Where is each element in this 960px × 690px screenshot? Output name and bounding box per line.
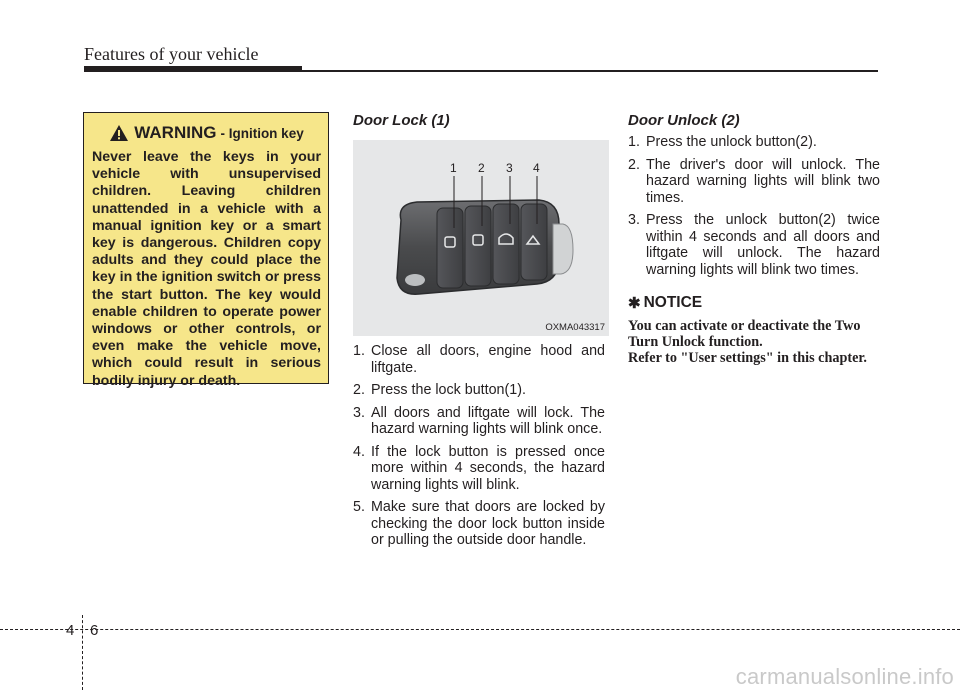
notice-text [628, 318, 880, 366]
notice-line: You can activate or deactivate the Two Turn Unlock function. [628, 318, 861, 350]
page-number: 6 [90, 622, 99, 639]
warning-heading [92, 123, 321, 143]
smart-key-illustration [353, 140, 609, 336]
step-text: The driver's door will unlock. The hazard warning lights will blink two times. [646, 156, 880, 206]
warning-subtitle: - Ignition key [220, 125, 304, 141]
warning-box [83, 112, 329, 389]
step-number: 4. [353, 443, 365, 460]
figure-code: OXMA043317 [545, 322, 605, 333]
list-item [353, 405, 605, 438]
step-number: 5. [353, 499, 365, 515]
step-number: 2. [353, 382, 365, 398]
page-header-title: Features of your vehicle [84, 44, 259, 64]
step-text: All doors and liftgate will lock. The hazard warning lights will blink once. [371, 404, 605, 437]
warning-label: WARNING [134, 123, 217, 142]
step-text: If the lock button is pressed once more within 4 seconds, the hazard warning lights will blink. [371, 443, 605, 493]
step-text: Press the unlock button(2) twice within 4 seconds and all doors and liftgate will unlock. The hazard warning lights will blink two times. [646, 212, 880, 278]
door-unlock-steps [628, 134, 880, 284]
list-item [628, 212, 880, 278]
step-number: 3. [628, 212, 640, 228]
step-number: 3. [353, 404, 365, 421]
step-number: 2. [628, 156, 640, 173]
callout-1: 1 [450, 161, 457, 175]
door-lock-title: Door Lock (1) [353, 112, 450, 129]
list-item [353, 343, 605, 376]
warning-triangle-icon [109, 124, 129, 142]
list-item [353, 382, 605, 399]
step-text: Press the lock button(1). [371, 382, 526, 398]
callout-4: 4 [533, 161, 540, 175]
notice-line: Refer to "User settings" in this chapter. [628, 350, 867, 366]
callout-3: 3 [506, 161, 513, 175]
step-number: 1. [353, 343, 365, 359]
step-number: 1. [628, 134, 640, 150]
list-item [353, 499, 605, 549]
watermark: carmanualsonline.info [735, 664, 954, 689]
door-lock-steps [353, 343, 605, 555]
notice-star-icon: ✱ [628, 295, 641, 312]
header-rule [84, 70, 878, 72]
warning-text: Never leave the keys in your vehicle with unsupervised children. Leaving children unattended in a vehicle with a manual ignition key or a smart key is dangerous. Children copy adults and they could place the key in the ignition switch or press the start button. The key would enable children to operate power windows or other controls, or even make the vehicle move, which could result in serious bodily injury or death. [92, 149, 321, 389]
smart-key-figure [353, 140, 609, 336]
chapter-number: 4 [66, 622, 75, 639]
list-item [628, 157, 880, 207]
footer-rule [0, 629, 960, 630]
callout-2: 2 [478, 161, 485, 175]
step-text: Make sure that doors are locked by checking the door lock button inside or pulling the outside door handle. [371, 499, 605, 548]
notice-heading [628, 294, 702, 312]
list-item [628, 134, 880, 151]
notice-label: NOTICE [643, 294, 703, 311]
list-item [353, 444, 605, 494]
door-unlock-title: Door Unlock (2) [628, 112, 740, 129]
footer-divider [82, 615, 83, 690]
step-text: Close all doors, engine hood and liftgate. [371, 343, 605, 376]
step-text: Press the unlock button(2). [646, 134, 817, 150]
